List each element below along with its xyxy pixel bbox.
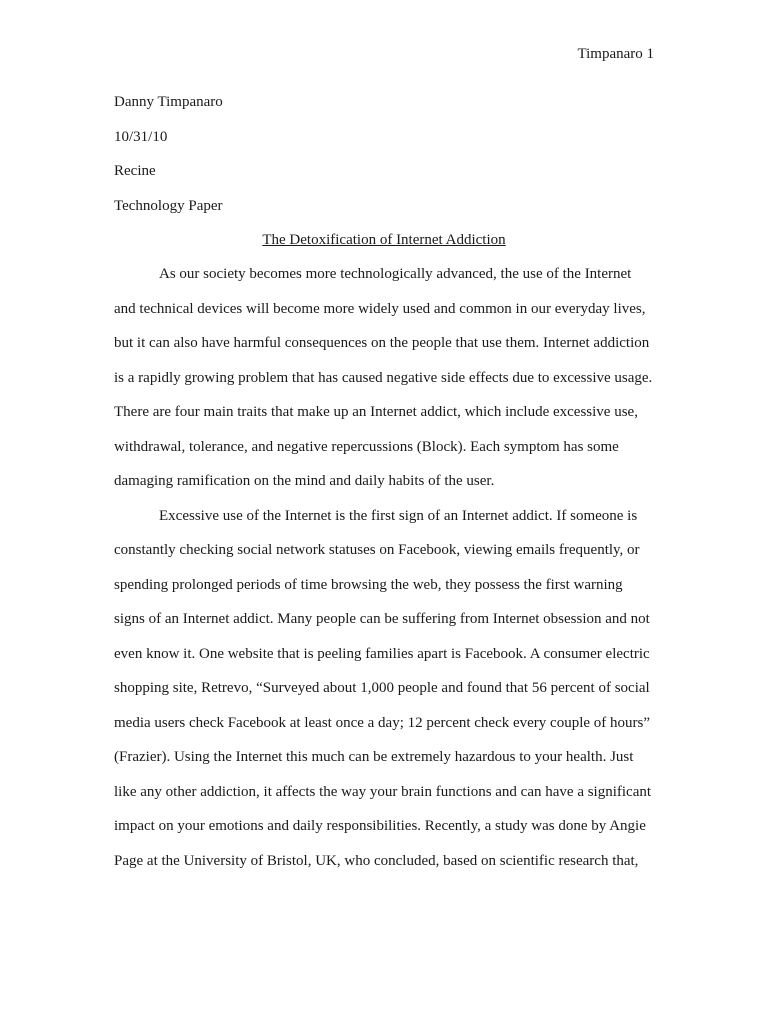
paragraph-2-line: signs of an Internet addict. Many people can be suffering from Internet obsession and not: [114, 611, 650, 627]
paragraph-2-line: media users check Facebook at least once a day; 12 percent check every couple of hours”: [114, 714, 651, 731]
paragraph-2-line: Page at the University of Bristol, UK, who concluded, based on scientific research that,: [114, 852, 639, 869]
paragraph-2-line: constantly checking social network statuses on Facebook, viewing emails frequently, or: [114, 542, 640, 558]
paragraph-2-line: spending prolonged periods of time browsing the web, they possess the first warning: [114, 576, 623, 593]
paragraph-2-line: like any other addiction, it affects the way your brain functions and can have a significant: [114, 783, 652, 800]
paragraph-1-line: damaging ramification on the mind and daily habits of the user.: [114, 473, 495, 489]
paragraph-1-line: There are four main traits that make up an Internet addict, which include excessive use,: [114, 404, 638, 420]
paragraph-2-line: (Frazier). Using the Internet this much can be extremely hazardous to your health. Just: [114, 749, 634, 765]
paragraph-1-line: is a rapidly growing problem that has caused negative side effects due to excessive usage.: [114, 369, 653, 386]
paragraph-2-line: shopping site, Retrevo, “Surveyed about 1,000 people and found that 56 percent of social: [114, 680, 650, 696]
paragraph-2-line: Excessive use of the Internet is the first sign of an Internet addict. If someone is: [159, 507, 638, 524]
course-name: Technology Paper: [114, 197, 223, 214]
author-name: Danny Timpanaro: [114, 94, 223, 110]
date: 10/31/10: [114, 128, 168, 145]
paragraph-2-line: impact on your emotions and daily responsibilities. Recently, a study was done by Angie: [114, 818, 646, 834]
running-head: Timpanaro 1: [577, 46, 654, 62]
paragraph-1-line: withdrawal, tolerance, and negative repercussions (Block). Each symptom has some: [114, 438, 619, 455]
paper-title: The Detoxification of Internet Addiction: [262, 232, 506, 248]
mla-heading: [114, 90, 654, 228]
instructor-name: Recine: [114, 163, 156, 179]
body-text: [114, 262, 654, 883]
paragraph-2-line: even know it. One website that is peeling families apart is Facebook. A consumer electric: [114, 645, 650, 662]
paragraph-1-line: and technical devices will become more widely used and common in our everyday lives,: [114, 300, 646, 317]
paragraph-1-line: but it can also have harmful consequences on the people that use them. Internet addiction: [114, 335, 650, 351]
paragraph-1-line: As our society becomes more technologically advanced, the use of the Internet: [159, 266, 632, 282]
